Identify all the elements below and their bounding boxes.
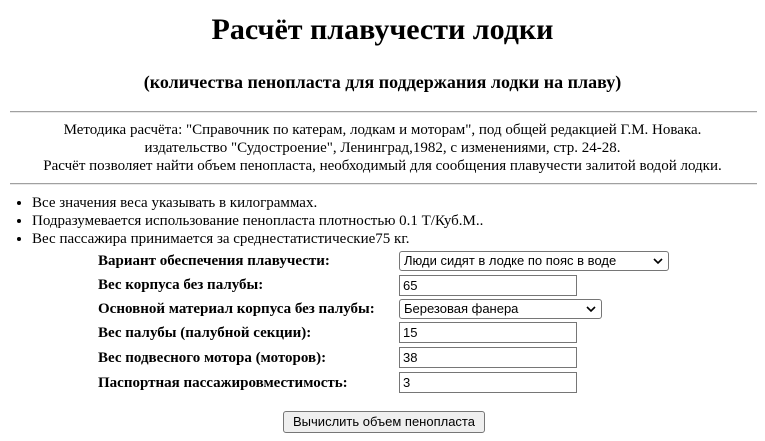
hull-weight-input[interactable]: 65 xyxy=(399,275,577,296)
motor-weight-input[interactable]: 38 xyxy=(399,347,577,368)
methodology-line-3: Расчёт позволяет найти объем пенопласта, необходимый для сообщения плавучести залитой водой лодки. xyxy=(43,158,722,174)
calculate-foam-button[interactable]: Вычислить объем пенопласта xyxy=(283,411,485,433)
notes-list xyxy=(0,194,483,248)
divider-top xyxy=(10,111,757,113)
chevron-down-icon xyxy=(586,305,596,313)
note-passenger-weight: • Вес пассажира принимается за среднестатистические75 кг. xyxy=(32,230,483,248)
divider-bottom xyxy=(10,183,757,185)
methodology-block xyxy=(0,121,765,175)
label-passenger-capacity: Паспортная пассажировместимость: xyxy=(98,375,348,391)
passenger-capacity-input[interactable]: 3 xyxy=(399,372,577,393)
label-hull-weight: Вес корпуса без палубы: xyxy=(98,277,264,293)
note-foam-density: • Подразумевается использование пенопласта плотностью 0.1 Т/Куб.М.. xyxy=(32,212,483,230)
chevron-down-icon xyxy=(653,257,663,265)
label-hull-material: Основной материал корпуса без палубы: xyxy=(98,301,375,317)
buoyancy-variant-selected-value: Люди сидят в лодке по пояс в воде xyxy=(404,253,617,268)
note-weight-units: • Все значения веса указывать в килограммах. xyxy=(32,194,483,212)
methodology-line-2: издательство "Судостроение", Ленинград,1982, с изменениями, стр. 24-28. xyxy=(144,140,621,156)
page-subtitle: (количества пенопласта для поддержания лодки на плаву) xyxy=(143,72,622,92)
deck-weight-input[interactable]: 15 xyxy=(399,322,577,343)
label-buoyancy-variant: Вариант обеспечения плавучести: xyxy=(98,253,330,269)
methodology-line-1: Методика расчёта: "Справочник по катерам, лодкам и моторам", под общей редакцией Г.М. Новака. xyxy=(63,122,702,138)
hull-material-selected-value: Березовая фанера xyxy=(404,301,519,316)
buoyancy-variant-select[interactable] xyxy=(399,251,669,271)
label-deck-weight: Вес палубы (палубной секции): xyxy=(98,325,312,341)
page-title: Расчёт плавучести лодки xyxy=(211,13,554,46)
label-motor-weight: Вес подвесного мотора (моторов): xyxy=(98,350,327,366)
hull-material-select[interactable] xyxy=(399,299,602,319)
